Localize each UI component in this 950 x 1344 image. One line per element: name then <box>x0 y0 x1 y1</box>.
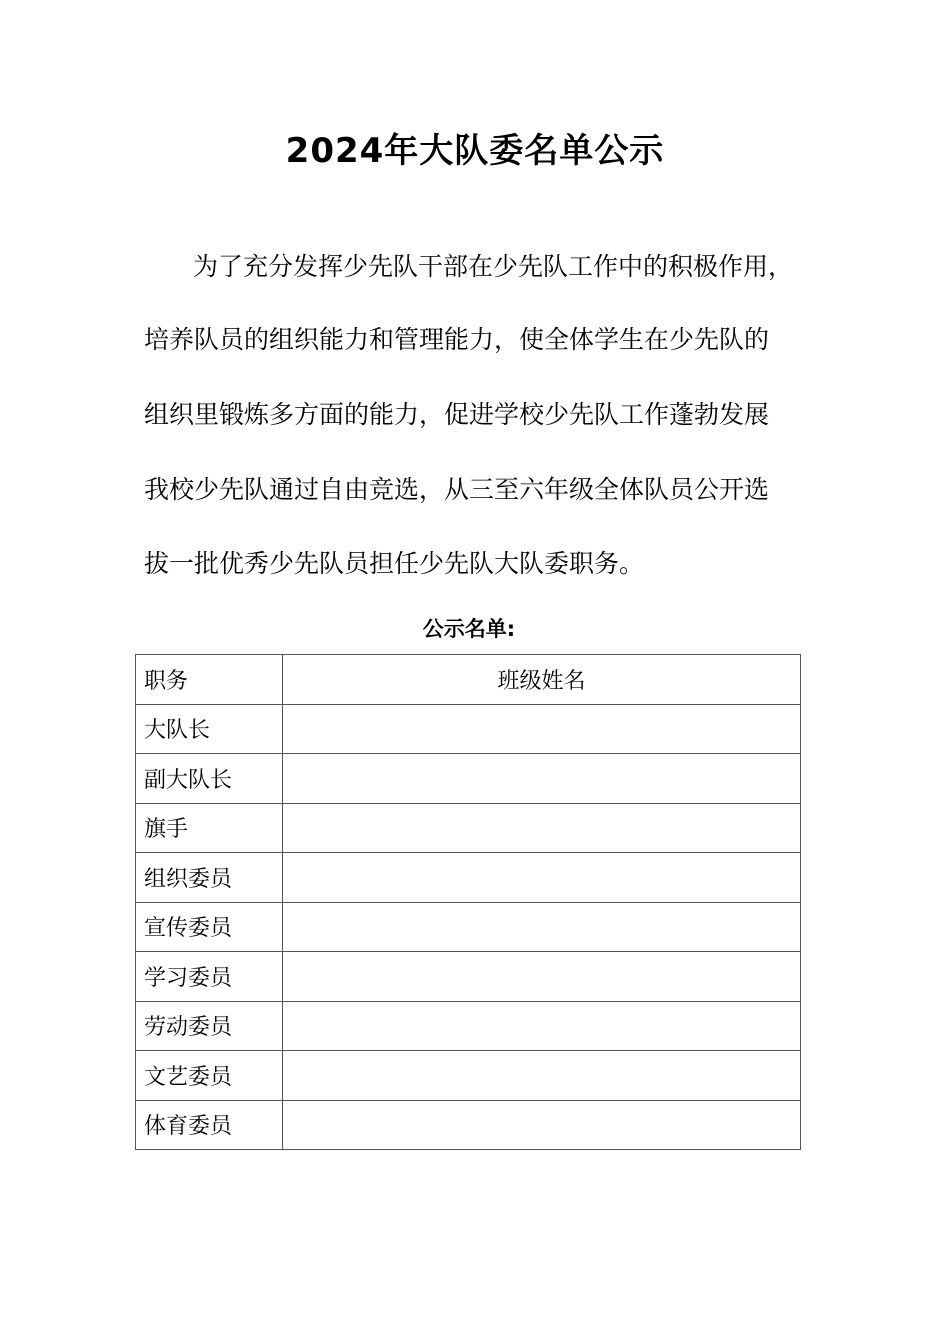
class-name-cell <box>283 754 801 804</box>
table-header-row <box>136 655 801 705</box>
table-row <box>136 754 801 804</box>
header-class-name: 班级姓名 <box>283 655 801 705</box>
position-cell: 宣传委员 <box>136 902 283 952</box>
roster-table <box>135 654 801 1150</box>
position-cell: 体育委员 <box>136 1100 283 1150</box>
intro-paragraph-line-2: 培养队员的组织能力和管理能力，使全体学生在少先队的 <box>144 325 770 354</box>
intro-paragraph-line-3: 组织里锻炼多方面的能力，促进学校少先队工作蓬勃发展 <box>144 400 770 429</box>
header-position: 职务 <box>136 655 283 705</box>
list-label: 公示名单: <box>422 617 516 641</box>
table-row <box>136 704 801 754</box>
position-cell: 副大队长 <box>136 754 283 804</box>
table-row <box>136 902 801 952</box>
table-row <box>136 1001 801 1051</box>
intro-paragraph-line-1: 为了充分发挥少先队干部在少先队工作中的积极作用， <box>193 252 794 281</box>
table-row <box>136 1100 801 1150</box>
document-title: 2024年大队委名单公示 <box>285 131 665 171</box>
position-cell: 文艺委员 <box>136 1051 283 1101</box>
class-name-cell <box>283 1100 801 1150</box>
table-row <box>136 853 801 903</box>
position-cell: 学习委员 <box>136 952 283 1002</box>
table-row <box>136 803 801 853</box>
table-row <box>136 1051 801 1101</box>
position-cell: 旗手 <box>136 803 283 853</box>
intro-paragraph-line-4: 我校少先队通过自由竞选，从三至六年级全体队员公开选 <box>144 475 770 504</box>
class-name-cell <box>283 803 801 853</box>
class-name-cell <box>283 704 801 754</box>
position-cell: 劳动委员 <box>136 1001 283 1051</box>
class-name-cell <box>283 853 801 903</box>
class-name-cell <box>283 1001 801 1051</box>
position-cell: 组织委员 <box>136 853 283 903</box>
intro-paragraph-line-5: 拔一批优秀少先队员担任少先队大队委职务。 <box>144 549 645 578</box>
position-cell: 大队长 <box>136 704 283 754</box>
class-name-cell <box>283 952 801 1002</box>
class-name-cell <box>283 1051 801 1101</box>
table-row <box>136 952 801 1002</box>
class-name-cell <box>283 902 801 952</box>
